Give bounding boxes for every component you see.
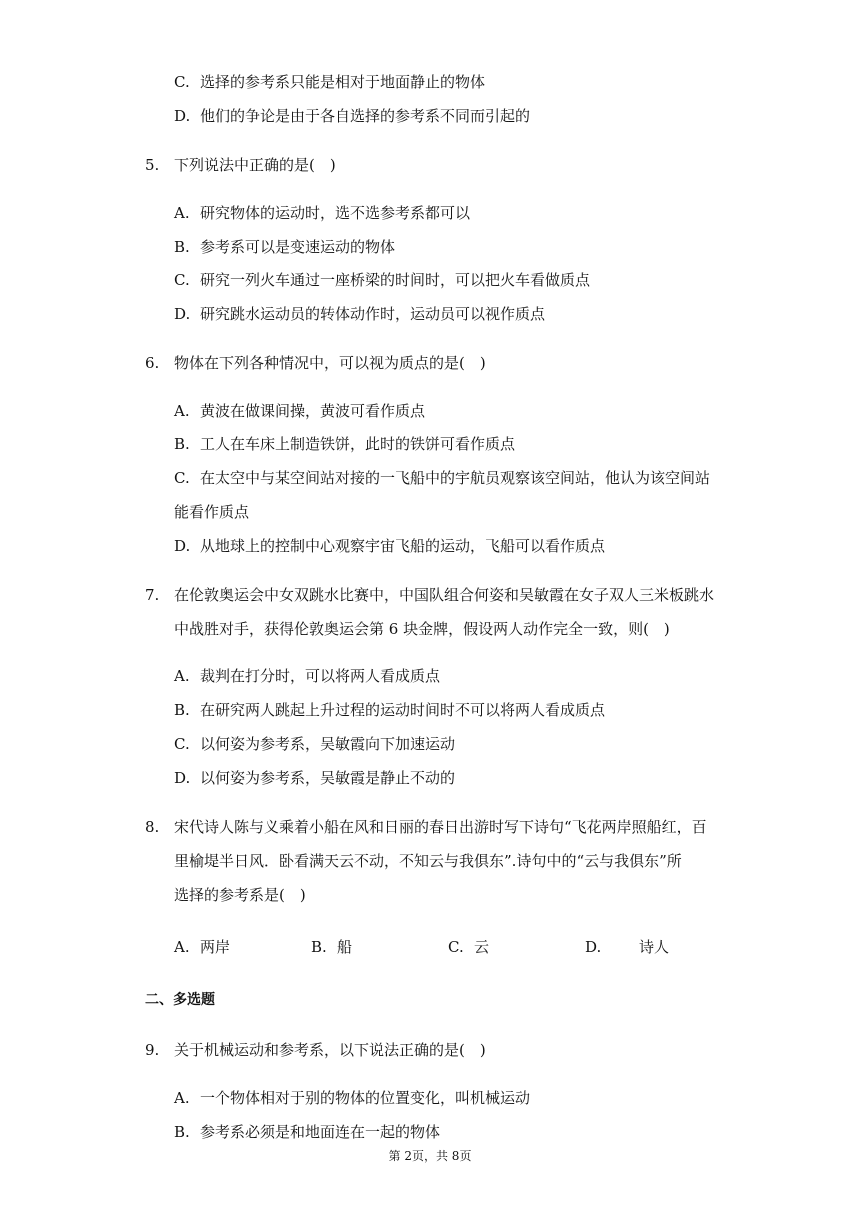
q4-option-c: C. 选择的参考系只能是相对于地面静止的物体 — [174, 73, 486, 91]
q7-stem-line1: 在伦敦奥运会中女双跳水比赛中，中国队组合何姿和吴敏霞在女子双人三米板跳水 — [174, 586, 715, 604]
q6-option-b: B. 工人在车床上制造铁饼，此时的铁饼可看作质点 — [174, 435, 516, 453]
q9-stem: 关于机械运动和参考系，以下说法正确的是( ) — [174, 1041, 486, 1059]
q7-stem-line2: 中战胜对手，获得伦敦奥运会第 6 块金牌，假设两人动作完全一致，则( ) — [174, 620, 670, 638]
q6-stem: 物体在下列各种情况中，可以视为质点的是( ) — [174, 354, 486, 372]
q8-stem-line1: 宋代诗人陈与义乘着小船在风和日丽的春日出游时写下诗句“飞花两岸照船红，百 — [174, 818, 707, 836]
q5-stem: 下列说法中正确的是( ) — [174, 156, 336, 174]
q5-option-c: C. 研究一列火车通过一座桥梁的时间时，可以把火车看做质点 — [174, 271, 591, 289]
q5-option-b: B. 参考系可以是变速运动的物体 — [174, 238, 396, 256]
q8-number: 8. — [145, 818, 160, 836]
q8-stem-line2: 里榆堤半日风．卧看满天云不动，不知云与我俱东”.诗句中的“云与我俱东”所 — [174, 852, 682, 870]
q9-number: 9. — [145, 1041, 160, 1059]
q8-option-c: C. 云 — [448, 938, 490, 956]
q7-option-d: D. 以何姿为参考系，吴敏霞是静止不动的 — [174, 769, 456, 787]
q8-option-d: D. 诗人 — [585, 938, 670, 956]
q6-option-c: C. 在太空中与某空间站对接的一飞船中的宇航员观察该空间站，他认为该空间站 — [174, 469, 711, 487]
q6-option-d: D. 从地球上的控制中心观察宇宙飞船的运动，飞船可以看作质点 — [174, 537, 606, 555]
q9-option-a: A. 一个物体相对于别的物体的位置变化，叫机械运动 — [174, 1089, 531, 1107]
q9-option-b: B. 参考系必须是和地面连在一起的物体 — [174, 1123, 441, 1141]
q7-option-b: B. 在研究两人跳起上升过程的运动时间时不可以将两人看成质点 — [174, 701, 606, 719]
q6-option-a: A. 黄波在做课间操，黄波可看作质点 — [174, 402, 426, 420]
page-footer: 第 2页，共 8页 — [388, 1149, 472, 1163]
section-title-multiple-choice: 二、多选题 — [145, 992, 215, 1008]
q4-option-d: D. 他们的争论是由于各自选择的参考系不同而引起的 — [174, 107, 531, 125]
q8-option-a: A. 两岸 — [174, 938, 231, 956]
q5-number: 5. — [145, 156, 160, 174]
q7-number: 7. — [145, 586, 160, 604]
q5-option-a: A. 研究物体的运动时，选不选参考系都可以 — [174, 204, 471, 222]
q6-option-c-continued: 能看作质点 — [174, 503, 250, 521]
q7-option-a: A. 裁判在打分时，可以将两人看成质点 — [174, 667, 441, 685]
q8-option-b: B. 船 — [311, 938, 353, 956]
q7-option-c: C. 以何姿为参考系，吴敏霞向下加速运动 — [174, 735, 456, 753]
q5-option-d: D. 研究跳水运动员的转体动作时，运动员可以视作质点 — [174, 305, 546, 323]
q6-number: 6. — [145, 354, 160, 372]
q8-stem-line3: 选择的参考系是( ) — [174, 886, 306, 904]
